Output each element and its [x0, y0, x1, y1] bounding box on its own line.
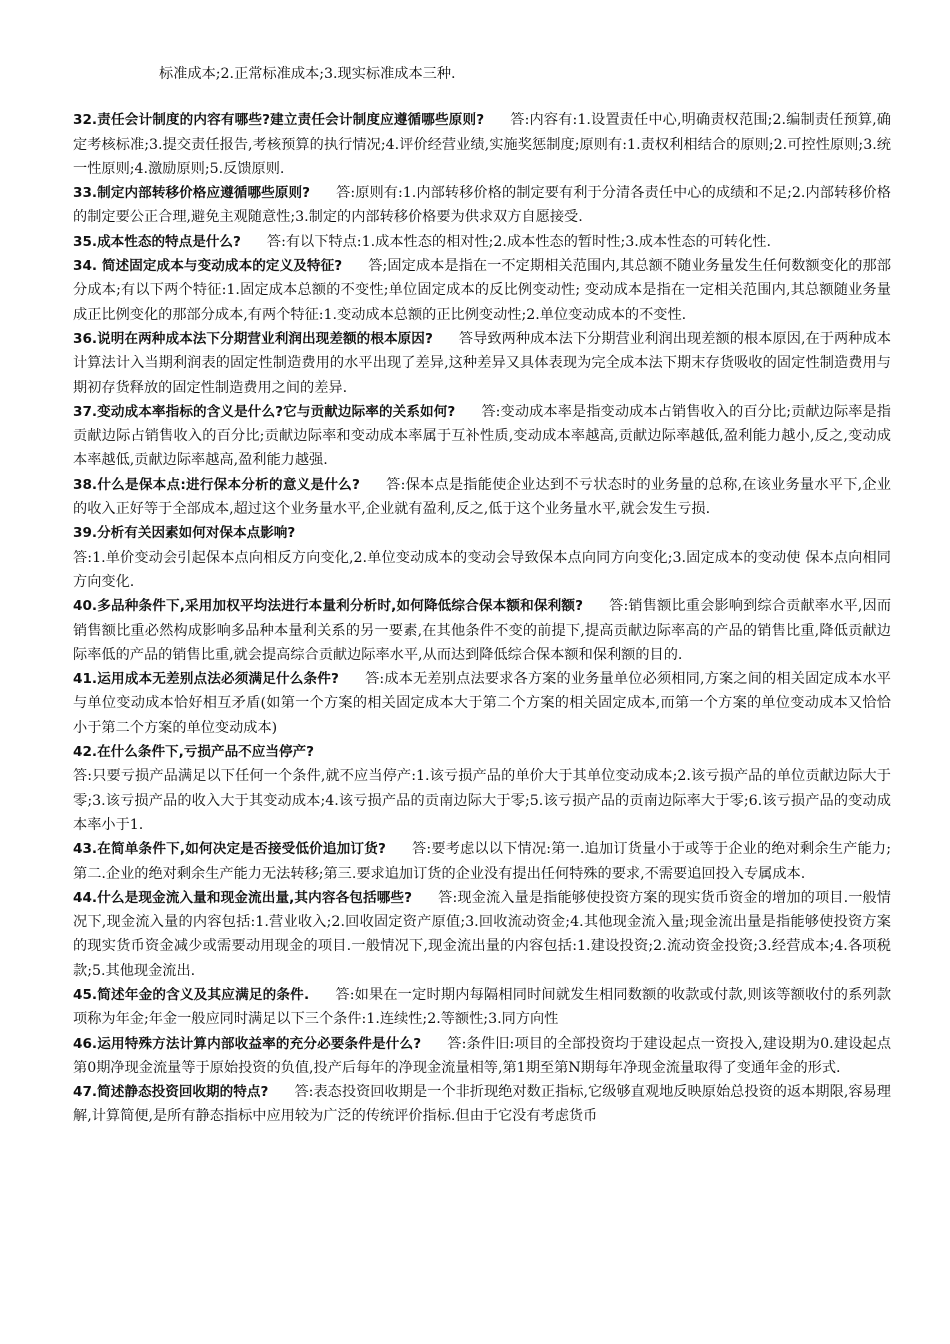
- qa-item: [73, 837, 891, 886]
- qa-item: [73, 886, 891, 983]
- answer-text: 答:1.单价变动会引起保本点向相反方向变化,2.单位变动成本的变动会导致保本点向同方向变化;3.固定成本的变动使 保本点向相同方向变化.: [73, 549, 891, 590]
- question-text: 47.简述静态投资回收期的特点?: [73, 1084, 269, 1101]
- qa-item: [73, 473, 891, 522]
- question-text: 36.说明在两种成本法下分期营业利润出现差额的根本原因?: [73, 330, 433, 347]
- qa-item: [73, 400, 891, 473]
- question-text: 42.在什么条件下,亏损产品不应当停产?: [73, 744, 315, 761]
- question-text: 45.简述年金的含义及其应满足的条件.: [73, 986, 310, 1003]
- answer-text: 答:变动成本率是指变动成本占销售收入的百分比;贡献边际率是指贡献边际占销售收入的百分比;贡献边际率和变动成本率属于互补性质,变动成本率越高,贡献边际率越低,盈利能力越小,反之,变动成本率越低,贡献边际率越高,盈利能力越强.: [73, 403, 891, 469]
- question-text: 41.运用成本无差别点法必须满足什么条件?: [73, 671, 339, 688]
- qa-item: [73, 740, 891, 837]
- question-text: 33.制定内部转移价格应遵循哪些原则?: [73, 185, 311, 202]
- question-text: 34. 简述固定成本与变动成本的定义及特征?: [73, 258, 343, 275]
- question-text: 43.在简单条件下,如何决定是否接受低价追加订货?: [73, 841, 386, 858]
- qa-item: [73, 594, 891, 667]
- qa-list: [73, 108, 891, 1128]
- qa-item: [73, 1032, 891, 1081]
- qa-item: [73, 983, 891, 1032]
- question-text: 37.变动成本率指标的含义是什么?它与贡献边际率的关系如何?: [73, 403, 456, 420]
- answer-text: 答:内容有:1.设置责任中心,明确责权范围;2.编制责任预算,确定考核标准;3.提交责任报告,考核预算的执行情况;4.评价经营业绩,实施奖惩制度;原则有:1.责权利相结合的原则;2.可控性原则;3.统一性原则;4.激励原则;5.反馈原则.: [73, 112, 891, 177]
- question-text: 32.责任会计制度的内容有哪些?建立责任会计制度应遵循哪些原则?: [73, 112, 485, 129]
- qa-item: [73, 667, 891, 740]
- question-text: 38.什么是保本点:进行保本分析的意义是什么?: [73, 476, 360, 493]
- question-text: 46.运用特殊方法计算内部收益率的充分必要条件是什么?: [73, 1035, 422, 1052]
- answer-text: 答:要考虑以以下情况:第一.追加订货量小于或等于企业的绝对剩余生产能力;第二.企业的绝对剩余生产能力无法转移;第三.要求追加订货的企业没有提出任何特殊的要求,不需要追回投入专属成本.: [73, 841, 891, 882]
- qa-item: [73, 181, 891, 230]
- answer-text: 答:原则有:1.内部转移价格的制定要有利于分清各责任中心的成绩和不足;2.内部转移价格的制定要公正合理,避免主观随意性;3.制定的内部转移价格要为供求双方自愿接受.: [73, 185, 891, 226]
- answer-text: 答:如果在一定时期内每隔相同时间就发生相同数额的收款或付款,则该等额收付的系列款项称为年金;年金一般应同时满足以下三个条件:1.连续性;2.等额性;3.同方向性: [73, 986, 892, 1028]
- answer-text: 答:成本无差别点法要求各方案的业务量单位必须相同,方案之间的相关固定成本水平与单位变动成本恰好相互矛盾(如第一个方案的相关固定成本大于第二个方案的相关固定成本,而第一个方案的单位变动成本又恰恰小于第二个方案的单位变动成本): [73, 671, 891, 736]
- question-text: 40.多品种条件下,采用加权平均法进行本量利分析时,如何降低综合保本额和保利额?: [73, 598, 584, 615]
- answer-text: 答:现金流入量是指能够使投资方案的现实货币资金的增加的项目.一般情况下,现金流入量的内容包括:1.营业收入;2.回收固定资产原值;3.回收流动资金;4.其他现金流入量;现金流出量是指能够使投资方案的现实货币资金减少或需要动用现金的项目.一般情况下,现金流出量的内容包括:1.建设投资;2.流动资金投资;3.经营成本;4.各项税款;5.其他现金流出.: [73, 889, 891, 979]
- qa-item: [73, 108, 891, 181]
- answer-text: 答:表态投资回收期是一个非折现绝对数正指标,它级够直观地反映原始总投资的返本期限,容易理解,计算简便,是所有静态指标中应用较为广泛的传统评价指标.但由于它没有考虑货币: [73, 1084, 891, 1125]
- answer-text: 答:条件旧:项目的全部投资均于建设起点一资投入,建设期为0.建设起点第0期净现金流量等于原始投资的负值,投产后每年的净现金流量相等,第1期至第N期每年净现金流量取得了变通年金的形式.: [73, 1035, 892, 1076]
- answer-text: 答:有以下特点:1.成本性态的相对性;2.成本性态的暂时性;3.成本性态的可转化性.: [266, 233, 771, 250]
- qa-item: [73, 521, 891, 594]
- answer-text: 答导致两种成本法下分期营业利润出现差额的根本原因,在于两种成本计算法计入当期利润表的固定性制造费用的水平出现了差异,这种差异又具体表现为完全成本法下期末存货吸收的固定性制造费用与期初存货释放的固定性制造费用之间的差异.: [73, 330, 891, 396]
- qa-item: [73, 327, 891, 400]
- answer-text: 答;固定成本是指在一不定期相关范围内,其总额不随业务量发生任何数额变化的那部分成本;有以下两个特征:1.固定成本总额的不变性;单位固定成本的反比例变动性; 变动成本是指在一定相关范围内,其总额随业务量成正比例变化的那部分成本,有两个特征:1.变动成本总额的正比例变动性;2.单位变动成本的不变性.: [73, 258, 892, 323]
- document-page: [73, 62, 891, 1129]
- answer-text: 答:只要亏损产品满足以下任何一个条件,就不应当停产:1.该亏损产品的单价大于其单位变动成本;2.该亏损产品的单位贡献边际大于零;3.该亏损产品的收入大于其变动成本;4.该亏损产品的贡南边际大于零;5.该亏损产品的贡南边际率大于零;6.该亏损产品的变动成本率小于1.: [73, 768, 891, 833]
- qa-item: [73, 254, 891, 327]
- qa-item: [73, 1080, 891, 1129]
- answer-text: 答:保本点是指能使企业达到不亏状态时的业务量的总称,在该业务量水平下,企业的收入正好等于全部成本,超过这个业务量水平,企业就有盈利,反之,低于这个业务量水平,就会发生亏损.: [73, 476, 891, 518]
- question-text: 44.什么是现金流入量和现金流出量,其内容各包括哪些?: [73, 889, 413, 906]
- qa-item: [73, 230, 891, 254]
- question-text: 39.分析有关因素如何对保本点影响?: [73, 525, 296, 542]
- intro-text: 标准成本;2.正常标准成本;3.现实标准成本三种.: [159, 66, 456, 82]
- answer-text: 答:销售额比重会影响到综合贡献率水平,因而销售额比重必然构成影响多品种本量利关系的另一要素,在其他条件不变的前提下,提高贡献边际率高的产品的销售比重,降低贡献边际率低的产品的销售比重,就会提高综合贡献边际率水平,从而达到降低综合保本额和保利额的目的.: [73, 598, 892, 663]
- question-text: 35.成本性态的特点是什么?: [73, 233, 241, 250]
